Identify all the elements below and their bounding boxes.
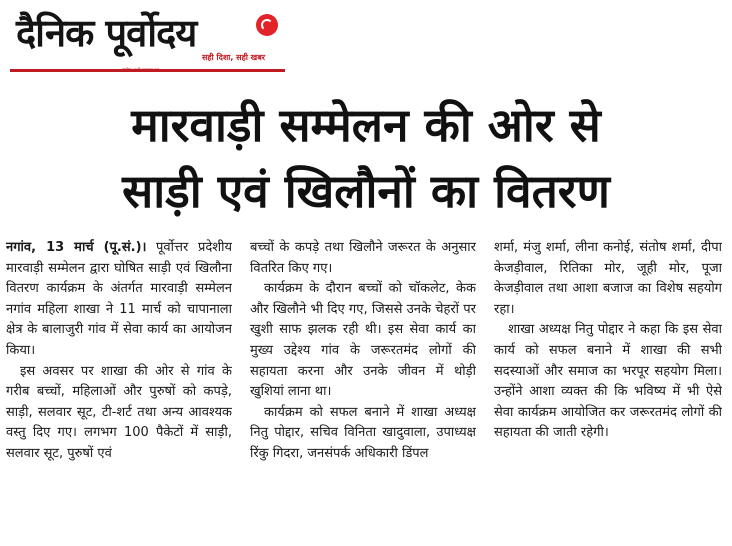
article-paragraph-text: पूर्वोत्तर प्रदेशीय मारवाड़ी सम्मेलन द्वारा घोषित साड़ी एवं खिलौना वितरण कार्यक्रम के अंतर्गत मारवाड़ी सम्मेलन नगांव महिला शाखा ने 11 मार्च को चापानाला क्षेत्र के बालाजुरी गांव में सेवा कार्य का आयोजन किया।	[6, 240, 232, 358]
article-paragraph	[6, 238, 232, 362]
article-paragraph: शर्मा, मंजु शर्मा, लीना कनोई, संतोष शर्मा, दीपा केजड़ीवाल, रितिका मोर, जूही मोर, पूजा केजड़ीवाल तथा आशा बजाज का विशेष सहयोग रहा।	[494, 240, 722, 317]
headline-line-1: मारवाड़ी सम्मेलन की ओर से	[131, 98, 601, 152]
masthead	[10, 6, 285, 74]
sunrise-icon	[256, 14, 278, 36]
article-paragraph: कार्यक्रम के दौरान बच्चों को चॉकलेट, केक और खिलौने भी दिए गए, जिससे उनके चेहरों पर खुशी साफ झलक रही थी। इस सेवा कार्य का मुख्य उद्देश्य गांव के जरूरतमंद लोगों की सहायता करना और उनके जीवन में थोड़ी खुशियां लाना था।	[250, 281, 476, 400]
masthead-subline: ग्रामीण-शहरी समाचार पत्र	[122, 67, 159, 72]
article-paragraph: इस अवसर पर शाखा की ओर से गांव के गरीब बच्चों, महिलाओं और पुरुषों को कपड़े, साड़ी, सलवार सूट, टी-शर्ट तथा अन्य आवश्यक वस्तु दिए गए। लगभग 100 पैकेटों में साड़ी, सलवार सूट, पुरुषों एवं	[6, 363, 232, 461]
article-column-3	[494, 238, 722, 538]
newspaper-logo: दैनिक पूर्वोदय	[16, 11, 197, 55]
logo-tagline: सही दिशा, सही खबर	[202, 53, 266, 62]
article-column-1	[6, 238, 232, 538]
article-dateline: नगांव, 13 मार्च (पू.सं.)।	[6, 240, 147, 255]
article-paragraph: शाखा अध्यक्ष नितु पोद्दार ने कहा कि इस सेवा कार्य को सफल बनाने में शाखा की सभी सदस्याओं और समाज का भरपूर सहयोग मिला। उन्होंने आशा व्यक्त की कि भविष्य में भी ऐसे सेवा कार्यक्रम आयोजित कर जरूरतमंद लोगों की सहायता की जाती रहेगी।	[494, 322, 722, 441]
article-body	[6, 238, 726, 538]
headline-line-2: साड़ी एवं खिलौनों का वितरण	[122, 164, 610, 218]
article-column-2	[250, 238, 476, 538]
article-paragraph: कार्यक्रम को सफल बनाने में शाखा अध्यक्ष नितु पोद्दार, सचिव विनिता खादुवाला, उपाध्यक्ष रिंकु गिदरा, जनसंपर्क अधिकारी डिंपल	[250, 404, 476, 461]
article-headline	[20, 92, 712, 224]
article-paragraph: बच्चों के कपड़े तथा खिलौने जरूरत के अनुसार वितरित किए गए।	[250, 240, 476, 276]
